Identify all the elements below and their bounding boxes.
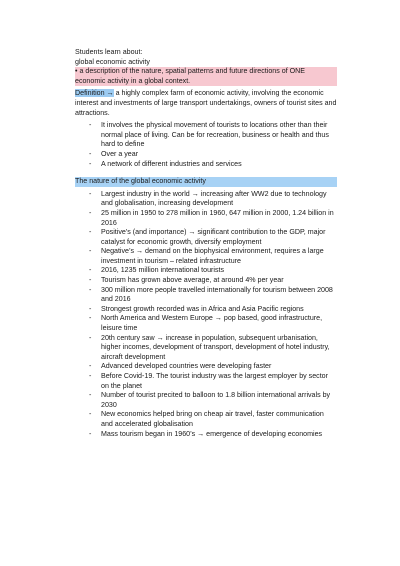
definition-list [75,121,337,169]
list-item: - Negative’s → demand on the biophysical environment, requires a large investment in tourism – related infrastructure [75,247,337,266]
list-item: - Over a year [75,150,337,160]
list-item: - Strongest growth recorded was in Africa and Asia Pacific regions [75,305,337,315]
document-body [75,48,337,439]
definition-label: Definition → [75,89,114,98]
syllabus-outcome: • a description of the nature, spatial patterns and future directions of ONE economic activity in a global context. [75,67,337,86]
list-item: - Mass tourism began in 1960’s → emergence of developing economies [75,430,337,440]
list-item: - Number of tourist precited to balloon to 1.8 billion international arrivals by 2030 [75,391,337,410]
nature-list [75,190,337,439]
list-item: - Advanced developed countries were developing faster [75,362,337,372]
list-item: - 300 million more people travelled internationally for tourism between 2008 and 2016 [75,286,337,305]
list-item: - 25 million in 1950 to 278 million in 1960, 647 million in 2000, 1.24 billion in 2016 [75,209,337,228]
definition-paragraph [75,89,337,118]
list-item: - A network of different industries and services [75,160,337,170]
list-item: - New economics helped bring on cheap air travel, faster communication and accelerated globalisation [75,410,337,429]
list-item: - Before Covid-19. The tourist industry was the largest employer by sector on the planet [75,372,337,391]
list-item: - It involves the physical movement of tourists to locations other than their normal place of living. Can be for recreation, business or health and thus hard to define [75,121,337,150]
list-item: - Largest industry in the world → increasing after WW2 due to technology and globalisation, increasing development [75,190,337,209]
list-item: - 2016, 1235 million international tourists [75,266,337,276]
section-heading: The nature of the global economic activity [75,177,337,187]
definition-text: a highly complex farm of economic activity, involving the economic interest and investments of large transport undertakings, owners of tourist sites and attractions. [75,89,337,117]
list-item: - Tourism has grown above average, at around 4% per year [75,276,337,286]
list-item: - North America and Western Europe → pop based, good infrastructure, leisure time [75,314,337,333]
list-item: - 20th century saw → increase in population, subsequent urbanisation, higher incomes, development of transport, development of hotel industry, aircraft development [75,334,337,363]
topic-line: global economic activity [75,57,150,66]
students-learn-about: Students learn about: [75,48,143,56]
list-item: - Positive’s (and importance) → significant contribution to the GDP, major catalyst for economic growth, diversify employment [75,228,337,247]
